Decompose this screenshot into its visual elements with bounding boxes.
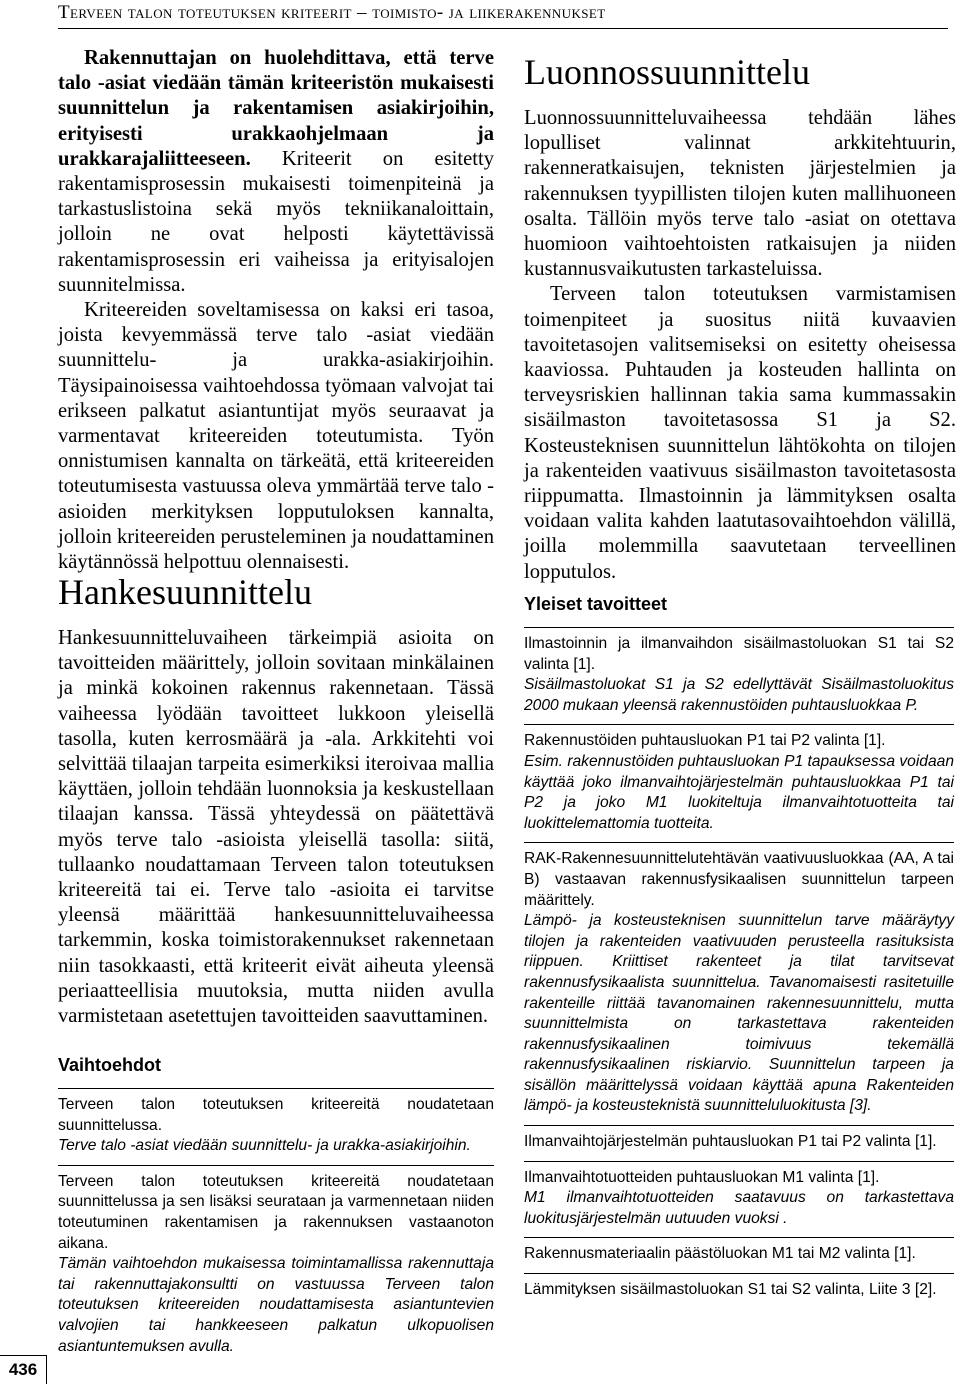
vaihtoehto-text: Terveen talon toteutuksen kriteereitä noudatetaan suunnittelussa ja sen lisäksi seurataan ja varmennetaan niiden toteutuminen rakentamisen ja rakennuksen vastaanoton aikana. — [58, 1172, 494, 1252]
vaihtoehto-note: Terve talo -asiat viedään suunnittelu- ja urakka-asiakirjoihin. — [58, 1137, 471, 1155]
page-number: 436 — [0, 1355, 47, 1384]
vaihtoehdot-box — [58, 1055, 494, 1365]
vaihtoehdot-heading: Vaihtoehdot — [58, 1055, 161, 1075]
vaihtoehto-item-2 — [58, 1165, 494, 1365]
tavoite-item-5 — [524, 1161, 954, 1238]
luonnos-paragraph-2: Terveen talon toteutuksen varmistamisen toimenpiteet ja suositus niitä kuvaavien tavoitetasojen valitsemiseksi on esitetty oheisessa kaaviossa. Puhtauden ja kosteuden hallinta on terveysriskien hallinnan takia sama kummassakin sisäilmaston tavoitetasossa S1 ja S2. Kosteusteknisen suunnittelun lähtökohta on tilojen ja rakenteiden vaativuus sisäilmaston tavoitetasosta riippumatta. Ilmastoinnin ja lämmityksen osalta voidaan valita kahden laatutasovaihtoehdon välillä, joilla molemmilla saavutetaan terveellinen lopputulos. — [524, 283, 956, 583]
tavoite-note: Esim. rakennustöiden puhtausluokan P1 tapauksessa voidaan käyttää joko ilmanvaihtojärjestelmän puhtausluokkaa P1 tai P2 ja joko M1 luokiteltuja ilmanvaihtotuotteita tai luokittelemattomia tuotteita. — [524, 752, 954, 832]
vaihtoehto-note: Tämän vaihtoehdon mukaisessa toimintamallissa rakennuttaja tai rakennuttajakonsultti on vastuussa Terveen talon toteutuksen kriteereiden noudattamisesta asiantuntevien valvojien tai hankkeeseen palkatun ulkopuolisen asiantuntemuksen avulla. — [58, 1255, 494, 1355]
running-header: Terveen talon toteutuksen kriteerit – toimisto- ja liikerakennukset — [58, 2, 948, 29]
hanke-heading: Hankesuunnittelu — [58, 572, 312, 612]
tavoite-item-1 — [524, 627, 954, 724]
tavoite-text: Ilmastoinnin ja ilmanvaihdon sisäilmastoluokan S1 tai S2 valinta [1]. — [524, 635, 954, 673]
tavoite-item-2 — [524, 724, 954, 842]
tavoite-note: Lämpö- ja kosteusteknisen suunnittelun tarve määräytyy tilojen ja rakenteiden vaativuuden perusteella rasituksista riippuen. Kriittiset rakenteet ja tilat tarvitsevat rakennusfysikaalista suunnittelua. Tavanomaisesti rasitetuille rakenteille riittää tavanomainen rakennesuunnittelu, mutta suunnittelmista on tarkastettava rakenteiden rakennusfysikaalinen toimivuus tekemällä rakennusfysikaalinen riskiarvio. Suunnittelun tarpeen ja sisällön määrittelyssä voidaan käyttää apuna Rakenteiden lämpö- ja kosteusteknistä suunnitteluluokitusta [3]. — [524, 912, 954, 1115]
intro-paragraph-1 — [58, 46, 494, 298]
hanke-section — [58, 572, 494, 1029]
tavoite-item-7 — [524, 1273, 954, 1309]
tavoite-text: Rakennustöiden puhtausluokan P1 tai P2 valinta [1]. — [524, 732, 886, 750]
tavoite-note: Sisäilmastoluokat S1 ja S2 edellyttävät Sisäilmastoluokitus 2000 mukaan yleensä rakennustöiden puhtausluokkaa P. — [524, 676, 954, 714]
hanke-paragraph: Hankesuunnitteluvaiheen tärkeimpiä asioita on tavoitteiden määrittely, jolloin sovitaan minkälainen ja minkä kokoinen rakennus rakennetaan. Tässä vaiheessa lyödään tavoitteet lukkoon yleisellä tasolla, kuten kerrosmäärä ja -ala. Arkkitehti voi selvittää tilaajan tarpeita esimerkiksi iteroivaa mallia käyttäen, jolloin tehdään luonnoksia ja keskustellaan tilaajan kanssa. Tässä yhteydessä on päätettävä myös terve talo -asioista yleisellä tasolla: siitä, tullaanko noudattamaan Terveen talon toteutuksen kriteereitä tai ei. Terve talo -asioita ei tarvitse yleensä määrittää hankesuunnitteluvaiheessa tarkemmin, koska toimistorakennukset rakennetaan niin tasokkaasti, että kriteerit eivät aiheuta yleensä periaatteellisia muutoksia, mutta niiden avulla varmistetaan asetettujen tavoitteiden saavuttaminen. — [58, 627, 494, 1028]
vaihtoehto-item-1 — [58, 1088, 494, 1165]
tavoite-item-3 — [524, 842, 954, 1125]
tavoite-item-6 — [524, 1237, 954, 1273]
tavoite-note: M1 ilmanvaihtotuotteiden saatavuus on tarkastettava luokitusjärjestelmän uutuuden vuoksi . — [524, 1189, 954, 1227]
luonnos-paragraph-1: Luonnossuunnitteluvaiheessa tehdään lähes lopulliset valinnat arkkitehtuurin, rakenneratkaisujen, teknisten järjestelmien ja rakennuksen tyypillisten tilojen kuten mallihuoneen osalta. Tällöin myös terve talo -asiat on otettava huomioon vaihtoehtoisten ratkaisujen ja niiden kustannusvaikutusten tarkasteluissa. — [524, 107, 956, 281]
intro-bold-text: Rakennuttajan on huolehdittava, että terve talo -asiat viedään tämän kriteeristön mukaisesti suunnittelun ja rakentamisen asiakirjoihin, erityisesti urakkaohjelmaan ja urakkarajaliitteeseen. — [58, 47, 494, 170]
luonnos-section — [524, 52, 956, 585]
tavoite-text: Lämmityksen sisäilmastoluokan S1 tai S2 valinta, Liite 3 [2]. — [524, 1281, 937, 1299]
intro-paragraph-2: Kriteereiden soveltamisessa on kaksi eri tasoa, joista kevyemmässä terve talo -asiat viedään suunnittelu- ja urakka-asiakirjoihin. Täysipainoisessa vaihtoehdossa työmaan valvojat tai erikseen palkatut asiantuntijat myös seuraavat ja varmentavat kriteereiden toteutumista. Työn onnistumisen kannalta on tärkeätä, että kriteereiden toteutumisesta vastuussa oleva ymmärtää terve talo -asioiden merkityksen lopputuloksen kannalta, jolloin kriteereiden perusteleminen ja noudattaminen käytännössä helpottuu olennaisesti. — [58, 299, 494, 574]
vaihtoehto-text: Terveen talon toteutuksen kriteereitä noudatetaan suunnittelussa. — [58, 1096, 494, 1134]
intro-section — [58, 46, 494, 575]
tavoite-text: RAK-Rakennesuunnittelutehtävän vaativuusluokkaa (AA, A tai B) vastaavan rakennusfysikaalisen suunnittelun tarpeen määrittely. — [524, 850, 954, 909]
intro-rest-text: Kriteerit on esitetty rakentamisprosessin mukaisesti toimenpiteinä ja tarkastuslistoina sekä myös tekniikanaloittain, jolloin ne ovat helposti käytettävissä rakentamisprosessin eri vaiheissa ja erityisalojen suunnitelmissa. — [58, 147, 494, 296]
yleiset-heading: Yleiset tavoitteet — [524, 594, 668, 614]
yleiset-box — [524, 594, 954, 1309]
luonnos-heading: Luonnossuunnittelu — [524, 52, 810, 92]
tavoite-text: Rakennusmateriaalin päästöluokan M1 tai M2 valinta [1]. — [524, 1245, 916, 1263]
tavoite-item-4 — [524, 1125, 954, 1161]
tavoite-text: Ilmanvaihtotuotteiden puhtausluokan M1 valinta [1]. — [524, 1168, 880, 1186]
tavoite-text: Ilmanvaihtojärjestelmän puhtausluokan P1 tai P2 valinta [1]. — [524, 1133, 937, 1151]
